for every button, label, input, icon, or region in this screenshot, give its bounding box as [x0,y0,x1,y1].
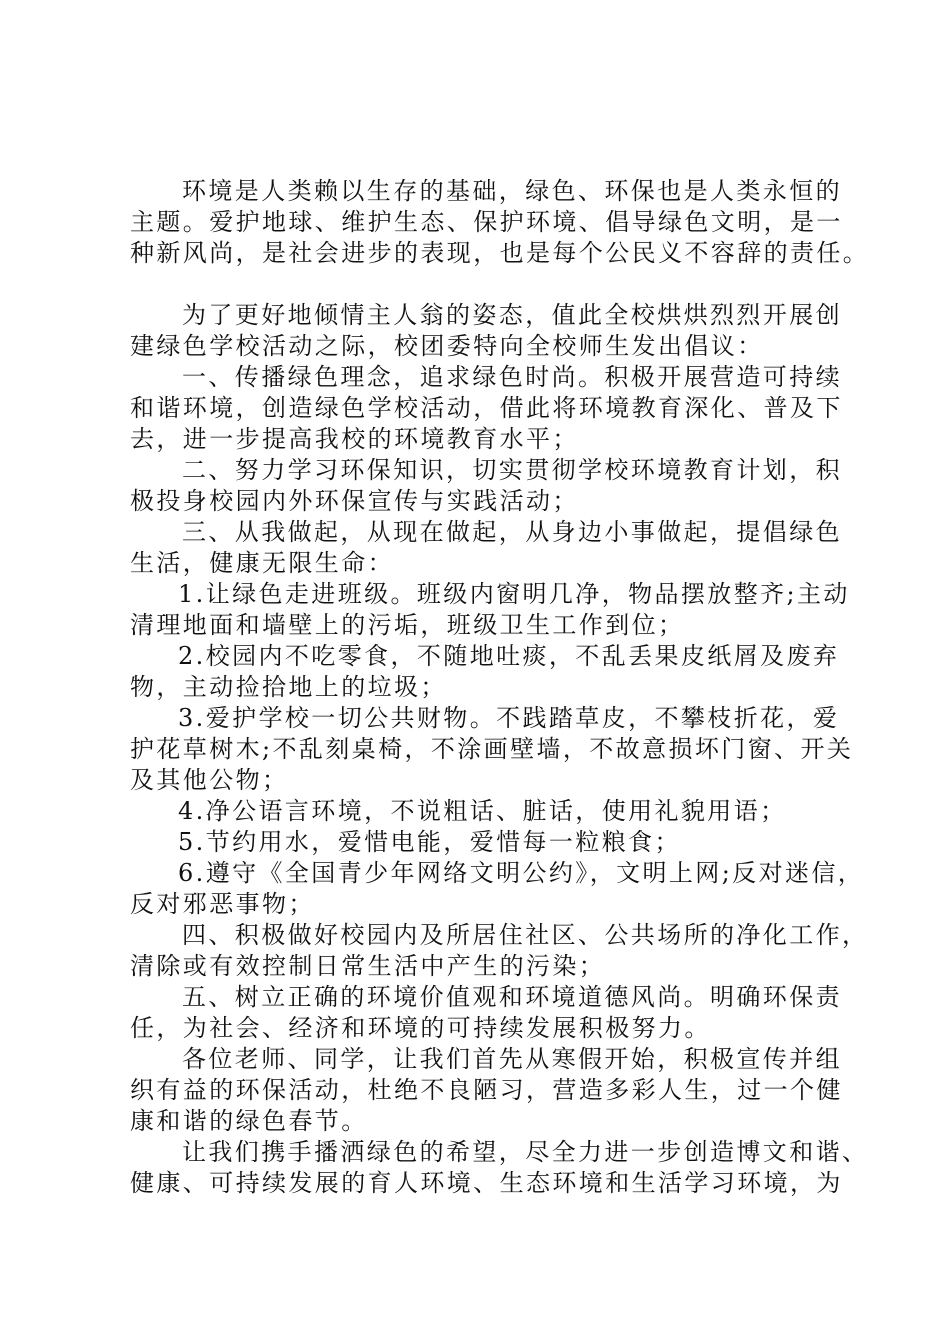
proposal-intro-paragraph [130,300,842,362]
paragraph-line: 一、传播绿色理念，追求绿色时尚。积极开展营造可持续 [182,363,842,391]
paragraph-line: 反对邪恶事物； [130,890,315,918]
paragraph-line: 清理地面和墙壁上的污垢，班级卫生工作到位； [130,611,685,639]
paragraph-line: 二、努力学习环保知识，切实贯彻学校环境教育计划，积 [182,456,842,484]
appeal-paragraph [130,1044,843,1137]
sub-item-5-paragraph [130,827,681,858]
paragraph-line: 五、树立正确的环境价值观和环境道德风尚。明确环保责 [182,983,842,1011]
paragraph-line: 3.爱护学校一切公共财物。不践踏草皮，不攀枝折花，爱 [178,704,840,732]
paragraph-line: 任，为社会、经济和环境的可持续发展积极努力。 [130,1014,711,1042]
sub-item-6-paragraph [130,858,864,920]
paragraph-line: 为了更好地倾情主人翁的姿态，值此全校烘烘烈烈开展创 [182,301,842,329]
item-three-paragraph [130,517,842,579]
paragraph-line: 健康、可持续发展的育人环境、生态环境和生活学习环境，为 [130,1169,843,1197]
sub-item-2-paragraph [130,641,839,703]
paragraph-line: 主题。爱护地球、维护生态、保护环境、倡导绿色文明，是一 [130,208,843,236]
paragraph-line: 种新风尚，是社会进步的表现，也是每个公民义不容辞的责任。 [130,239,870,267]
sub-item-3-paragraph [130,703,853,796]
paragraph-line: 让我们携手播洒绿色的希望，尽全力进一步创造博文和谐、 [182,1138,869,1166]
paragraph-line: 1.让绿色走进班级。班级内窗明几净，物品摆放整齐;主动 [178,580,850,608]
paragraph-line: 生活，健康无限生命： [130,549,394,577]
closing-paragraph [130,1137,868,1199]
paragraph-line: 2.校园内不吃零食，不随地吐痰，不乱丢果皮纸屑及废弃 [178,642,840,670]
paragraph-line: 6.遵守《全国青少年网络文明公约》，文明上网;反对迷信， [178,859,865,887]
paragraph-line: 4.净公语言环境，不说粗话、脏话，使用礼貌用语； [178,797,787,825]
sub-item-1-paragraph [130,579,850,641]
paragraph-line: 极投身校园内外环保宣传与实践活动； [130,487,579,515]
item-one-paragraph [130,362,843,455]
item-five-paragraph [130,982,842,1044]
item-four-paragraph [130,920,868,982]
paragraph-line: 环境是人类赖以生存的基础，绿色、环保也是人类永恒的 [182,177,842,205]
paragraph-line: 物，主动捡拾地上的垃圾； [130,673,447,701]
paragraph-line: 清除或有效控制日常生活中产生的污染； [130,952,606,980]
paragraph-line: 及其他公物； [130,766,289,794]
sub-item-4-paragraph [130,796,787,827]
paragraph-line: 去，进一步提高我校的环境教育水平； [130,425,579,453]
paragraph-line: 三、从我做起，从现在做起，从身边小事做起，提倡绿色 [182,518,842,546]
paragraph-line: 5.节约用水，爱惜电能，爱惜每一粒粮食； [178,828,681,856]
intro-paragraph [130,176,869,269]
paragraph-line: 织有益的环保活动，杜绝不良陋习，营造多彩人生，过一个健 [130,1076,843,1104]
paragraph-line: 各位老师、同学，让我们首先从寒假开始，积极宣传并组 [182,1045,842,1073]
paragraph-line: 建绿色学校活动之际，校团委特向全校师生发出倡议： [130,332,764,360]
paragraph-line: 和谐环境，创造绿色学校活动，借此将环境教育深化、普及下 [130,394,843,422]
paragraph-line: 康和谐的绿色春节。 [130,1107,368,1135]
paragraph-line: 护花草树木;不乱刻桌椅，不涂画壁墙，不故意损坏门窗、开关 [130,735,854,763]
paragraph-line: 四、积极做好校园内及所居住社区、公共场所的净化工作， [182,921,869,949]
item-two-paragraph [130,455,842,517]
